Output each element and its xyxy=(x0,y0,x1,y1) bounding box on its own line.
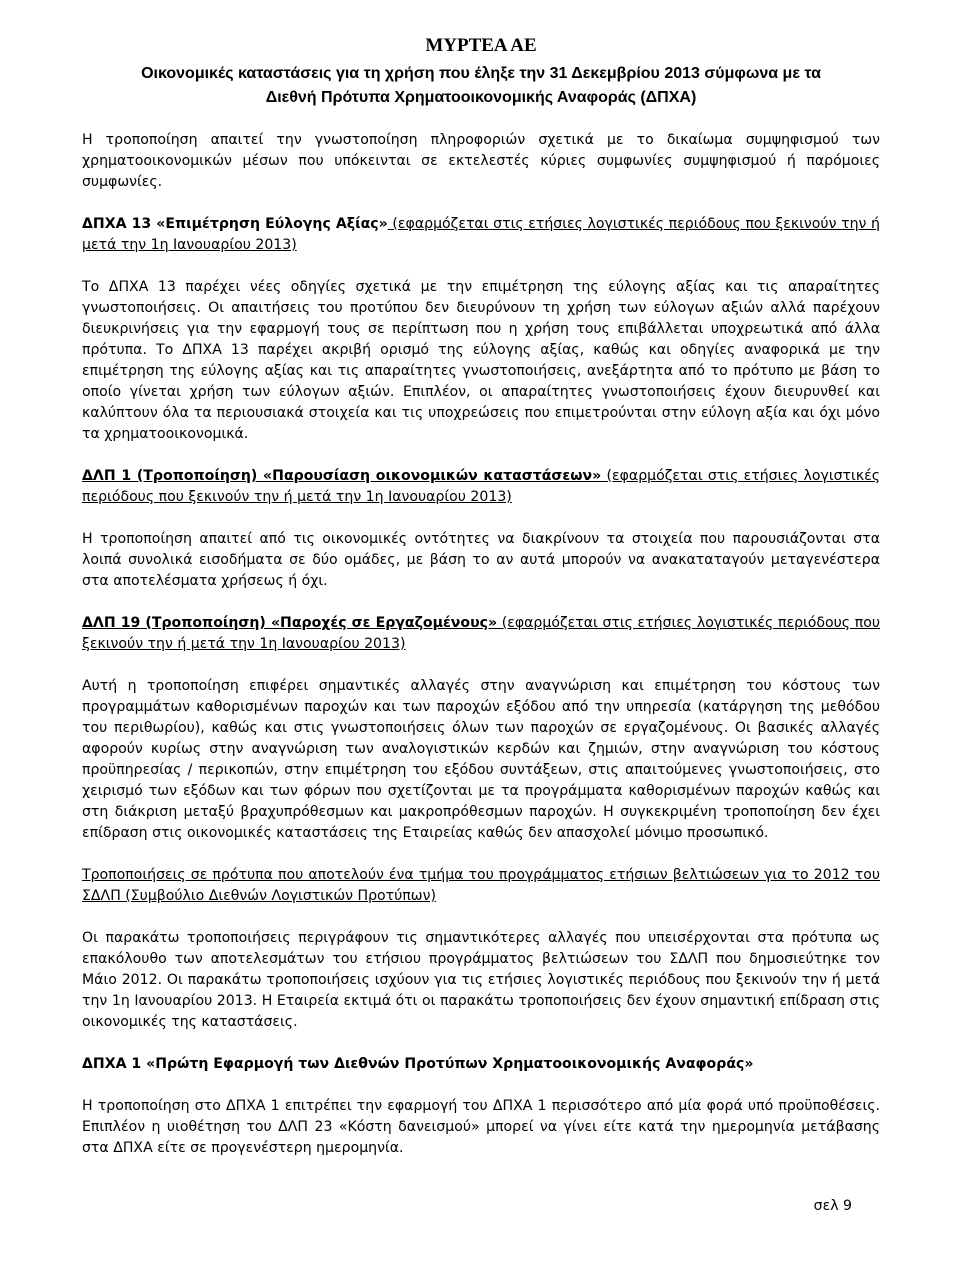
ias19-title: ΔΛΠ 19 (Τροποποίηση) «Παροχές σε Εργαζομένους» xyxy=(82,615,498,631)
ias1-scope: (εφαρμόζεται στις ετήσιες λογιστικές περιόδους που ξεκινούν την ή μετά την 1η Ιανουαρίου 2013) xyxy=(82,468,881,505)
ifrs1-body: Η τροποποίηση στο ΔΠΧΑ 1 επιτρέπει την εφαρμογή του ΔΠΧΑ 1 περισσότερο από μία φορά υπό προϋποθέσεις. Επιπλέον η υιοθέτηση του ΔΛΠ 23 «Κόστη δανεισμού» μπορεί να γίνει είτε κατά την ημερομηνία μετάβασης στα ΔΠΧΑ είτε σε προγενέστερη ημερομηνία. xyxy=(82,1098,880,1156)
ifrs13-body: Το ΔΠΧΑ 13 παρέχει νέες οδηγίες σχετικά με την επιμέτρηση της εύλογης αξίας και τις απαραίτητες γνωστοποιήσεις. Οι απαιτήσεις του προτύπου δεν διευρύνουν τη χρήση των εύλογων αξιών αλλά παρέχουν διευκρινήσεις για την εφαρμογή τους σε περίπτωση που η χρήση τους επιβάλλεται υποχρεωτικά από άλλα πρότυπα. Το ΔΠΧΑ 13 παρέχει ακριβή ορισμό της εύλογης αξίας, καθώς και οδηγίες αναφορικά με την επιμέτρηση της εύλογης αξίας και τις απαραίτητες γνωστοποιήσεις, ανεξάρτητα από το πρότυπο με βάση το οποίο γίνεται χρήση των εύλογων αξιών. Επιπλέον, οι απαραίτητες γνωστοποιήσεις έχουν διευρυνθεί και καλύπτουν όλα τα περιουσιακά στοιχεία και τις υποχρεώσεις που επιμετρούνται στην εύλογη αξία και όχι μόνο τα χρηματοοικονομικά. xyxy=(82,279,880,442)
ias19-heading xyxy=(82,613,880,655)
annual-improvements-heading: Τροποποιήσεις σε πρότυπα που αποτελούν ένα τμήμα του προγράμματος ετήσιων βελτιώσεων για το 2012 του ΣΔΛΠ (Συμβούλιο Διεθνών Λογιστικών Προτύπων) xyxy=(82,867,880,904)
ifrs13-scope: (εφαρμόζεται στις ετήσιες λογιστικές περιόδους που ξεκινούν την ή μετά την 1η Ιανουαρίου 2013) xyxy=(82,216,880,253)
ifrs13-title: ΔΠΧΑ 13 «Επιμέτρηση Εύλογης Αξίας» xyxy=(82,216,388,232)
ifrs13-heading xyxy=(82,214,880,256)
intro-paragraph: Η τροποποίηση απαιτεί την γνωστοποίηση πληροφοριών σχετικά με το δικαίωμα συμψηφισμού των χρηματοοικονομικών μέσων που υπόκεινται σε εκτελεστές κύριες συμφωνίες συμψηφισμού ή παρόμοιες συμφωνίες. xyxy=(82,132,880,190)
ias19-body: Αυτή η τροποποίηση επιφέρει σημαντικές αλλαγές στην αναγνώριση και επιμέτρηση του κόστους των προγραμμάτων καθορισμένων παροχών και των παροχών εξόδου από την υπηρεσία (κατάργηση της μεθόδου του περιθωρίου), καθώς και στις γνωστοποιήσεις όλων των παροχών σε εργαζομένους. Οι βασικές αλλαγές αφορούν κυρίως στην αναγνώριση των αναλογιστικών κερδών και ζημιών, στην αναγνώριση του κόστους προϋπηρεσίας / περικοπών, στην επιμέτρηση του εξόδου συντάξεων, στις απαιτούμενες γνωστοποιήσεις, στο χειρισμό των εξόδων και των φόρων που σχετίζονται με τα προγράμματα καθορισμένων παροχών καθώς και στη διάκριση μεταξύ βραχυπρόθεσμων και μακροπρόθεσμων παροχών. Η συγκεκριμένη τροποποίηση δεν έχει επίδραση στις οικονομικές καταστάσεις της Εταιρείας καθώς δεν απασχολεί μόνιμο προσωπικό. xyxy=(82,678,880,841)
ias1-heading xyxy=(82,466,880,508)
header-line-1: Οικονομικές καταστάσεις για τη χρήση που έληξε την 31 Δεκεμβρίου 2013 σύμφωνα με τα xyxy=(141,65,821,82)
ifrs1-heading: ΔΠΧΑ 1 «Πρώτη Εφαρμογή των Διεθνών Προτύπων Χρηματοοικονομικής Αναφοράς» xyxy=(82,1056,754,1072)
annual-improvements-body: Οι παρακάτω τροποποιήσεις περιγράφουν τις σημαντικότερες αλλαγές που υπεισέρχονται στα πρότυπα ως επακόλουθο των αποτελεσμάτων του ετήσιου προγράμματος βελτιώσεων του ΣΔΛΠ που δημοσιεύτηκε τον Μάιο 2012. Οι παρακάτω τροποποιήσεις ισχύουν για τις ετήσιες λογιστικές περιόδους που ξεκινούν την ή μετά την 1η Ιανουαρίου 2013. Η Εταιρεία εκτιμά ότι οι παρακάτω τροποποιήσεις δεν έχουν σημαντική επίδραση στις οικονομικές της καταστάσεις. xyxy=(82,930,880,1030)
page-number: σελ 9 xyxy=(813,1198,852,1214)
header-line-2: Διεθνή Πρότυπα Χρηματοοικονομικής Αναφοράς (ΔΠΧΑ) xyxy=(265,89,697,106)
ias1-body: Η τροποποίηση απαιτεί από τις οικονομικές οντότητες να διακρίνουν τα στοιχεία που παρουσιάζονται στα λοιπά συνολικά εισοδήματα σε δύο ομάδες, με βάση το αν αυτά μπορούν να ανακαταταγούν μεταγενέστερα στα αποτελέσματα χρήσεως ή όχι. xyxy=(82,531,880,589)
company-name: ΜΥΡΤΕΑ ΑΕ xyxy=(425,35,537,56)
ias19-scope: (εφαρμόζεται στις ετήσιες λογιστικές περιόδους που ξεκινούν την ή μετά την 1η Ιανουαρίου 2013) xyxy=(82,615,880,652)
ias1-title: ΔΛΠ 1 (Τροποποίηση) «Παρουσίαση οικονομικών καταστάσεων» xyxy=(82,468,602,484)
page-header xyxy=(82,34,880,110)
